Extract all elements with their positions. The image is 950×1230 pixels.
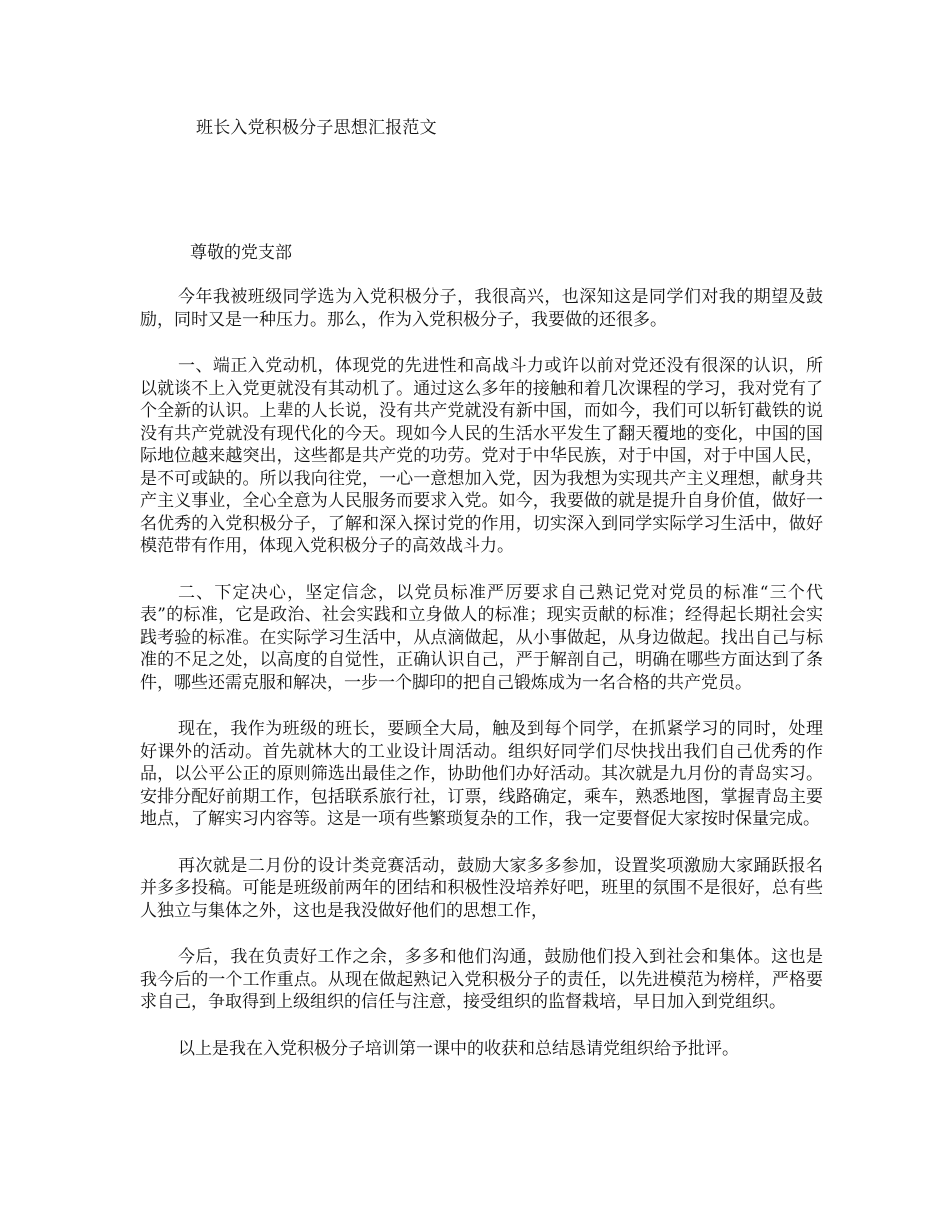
paragraph-4: 现在，我作为班级的班长，要顾全大局，触及到每个同学，在抓紧学习的同时，处理好课外的活动。首先就林大的工业设计周活动。组织好同学们尽快找出我们自己优秀的作品，以公平公正的原则筛选出最佳之作，协助他们办好活动。其次就是九月份的青岛实习。安排分配好前期工作，包括联系旅行社，订票，线路确定，乘车，熟悉地图，掌握青岛主要地点，了解实习内容等。这是一项有些繁琐复杂的工作，我一定要督促大家按时保量完成。	[140, 719, 823, 829]
salutation: 尊敬的党支部	[190, 243, 292, 263]
document-title: 班长入党积极分子思想汇报范文	[196, 118, 437, 138]
paragraph-2: 一、端正入党动机，体现党的先进性和高战斗力或许以前对党还没有很深的认识，所以就谈不上入党更就没有其动机了。通过这么多年的接触和着几次课程的学习，我对党有了个全新的认识。上辈的人长说，没有共产党就没有新中国，而如今，我们可以斩钉截铁的说没有共产党就没有现代化的今天。现如今人民的生活水平发生了翻天覆地的变化，中国的国际地位越来越突出，这些都是共产党的功劳。党对于中华民族，对于中国，对于中国人民，是不可或缺的。所以我向往党，一心一意想加入党，因为我想为实现共产主义理想，献身共产主义事业，全心全意为人民服务而要求入党。如今，我要做的就是提升自身价值，做好一名优秀的入党积极分子，了解和深入探讨党的作用，切实深入到同学实际学习生活中，做好模范带有作用，体现入党积极分子的高效战斗力。	[140, 356, 823, 556]
paragraph-7: 以上是我在入党积极分子培训第一课中的收获和总结恳请党组织给予批评。	[178, 1038, 739, 1059]
paragraph-3: 二、下定决心，坚定信念，以党员标准严厉要求自己熟记党对党员的标准“三个代表”的标准，它是政治、社会实践和立身做人的标准；现实贡献的标准；经得起长期社会实践考验的标准。在实际学习生活中，从点滴做起，从小事做起，从身边做起。找出自己与标准的不足之处，以高度的自觉性，正确认识自己，严于解剖自己，明确在哪些方面达到了条件，哪些还需克服和解决，一步一个脚印的把自己锻炼成为一名合格的共产党员。	[140, 582, 823, 693]
paragraph-6: 今后，我在负责好工作之余，多多和他们沟通，鼓励他们投入到社会和集体。这也是我今后的一个工作重点。从现在做起熟记入党积极分子的责任，以先进模范为榜样，严格要求自己，争取得到上级组织的信任与注意，接受组织的监督栽培，早日加入到党组织。	[140, 947, 823, 1012]
paragraph-1: 今年我被班级同学选为入党积极分子，我很高兴，也深知这是同学们对我的期望及鼓励，同时又是一种压力。那么，作为入党积极分子，我要做的还很多。	[140, 287, 823, 330]
paragraph-5: 再次就是二月份的设计类竞赛活动，鼓励大家多多参加，设置奖项激励大家踊跃报名并多多投稿。可能是班级前两年的团结和积极性没培养好吧，班里的氛围不是很好，总有些人独立与集体之外，这也是我没做好他们的思想工作，	[140, 855, 823, 921]
document-body	[140, 286, 823, 1084]
